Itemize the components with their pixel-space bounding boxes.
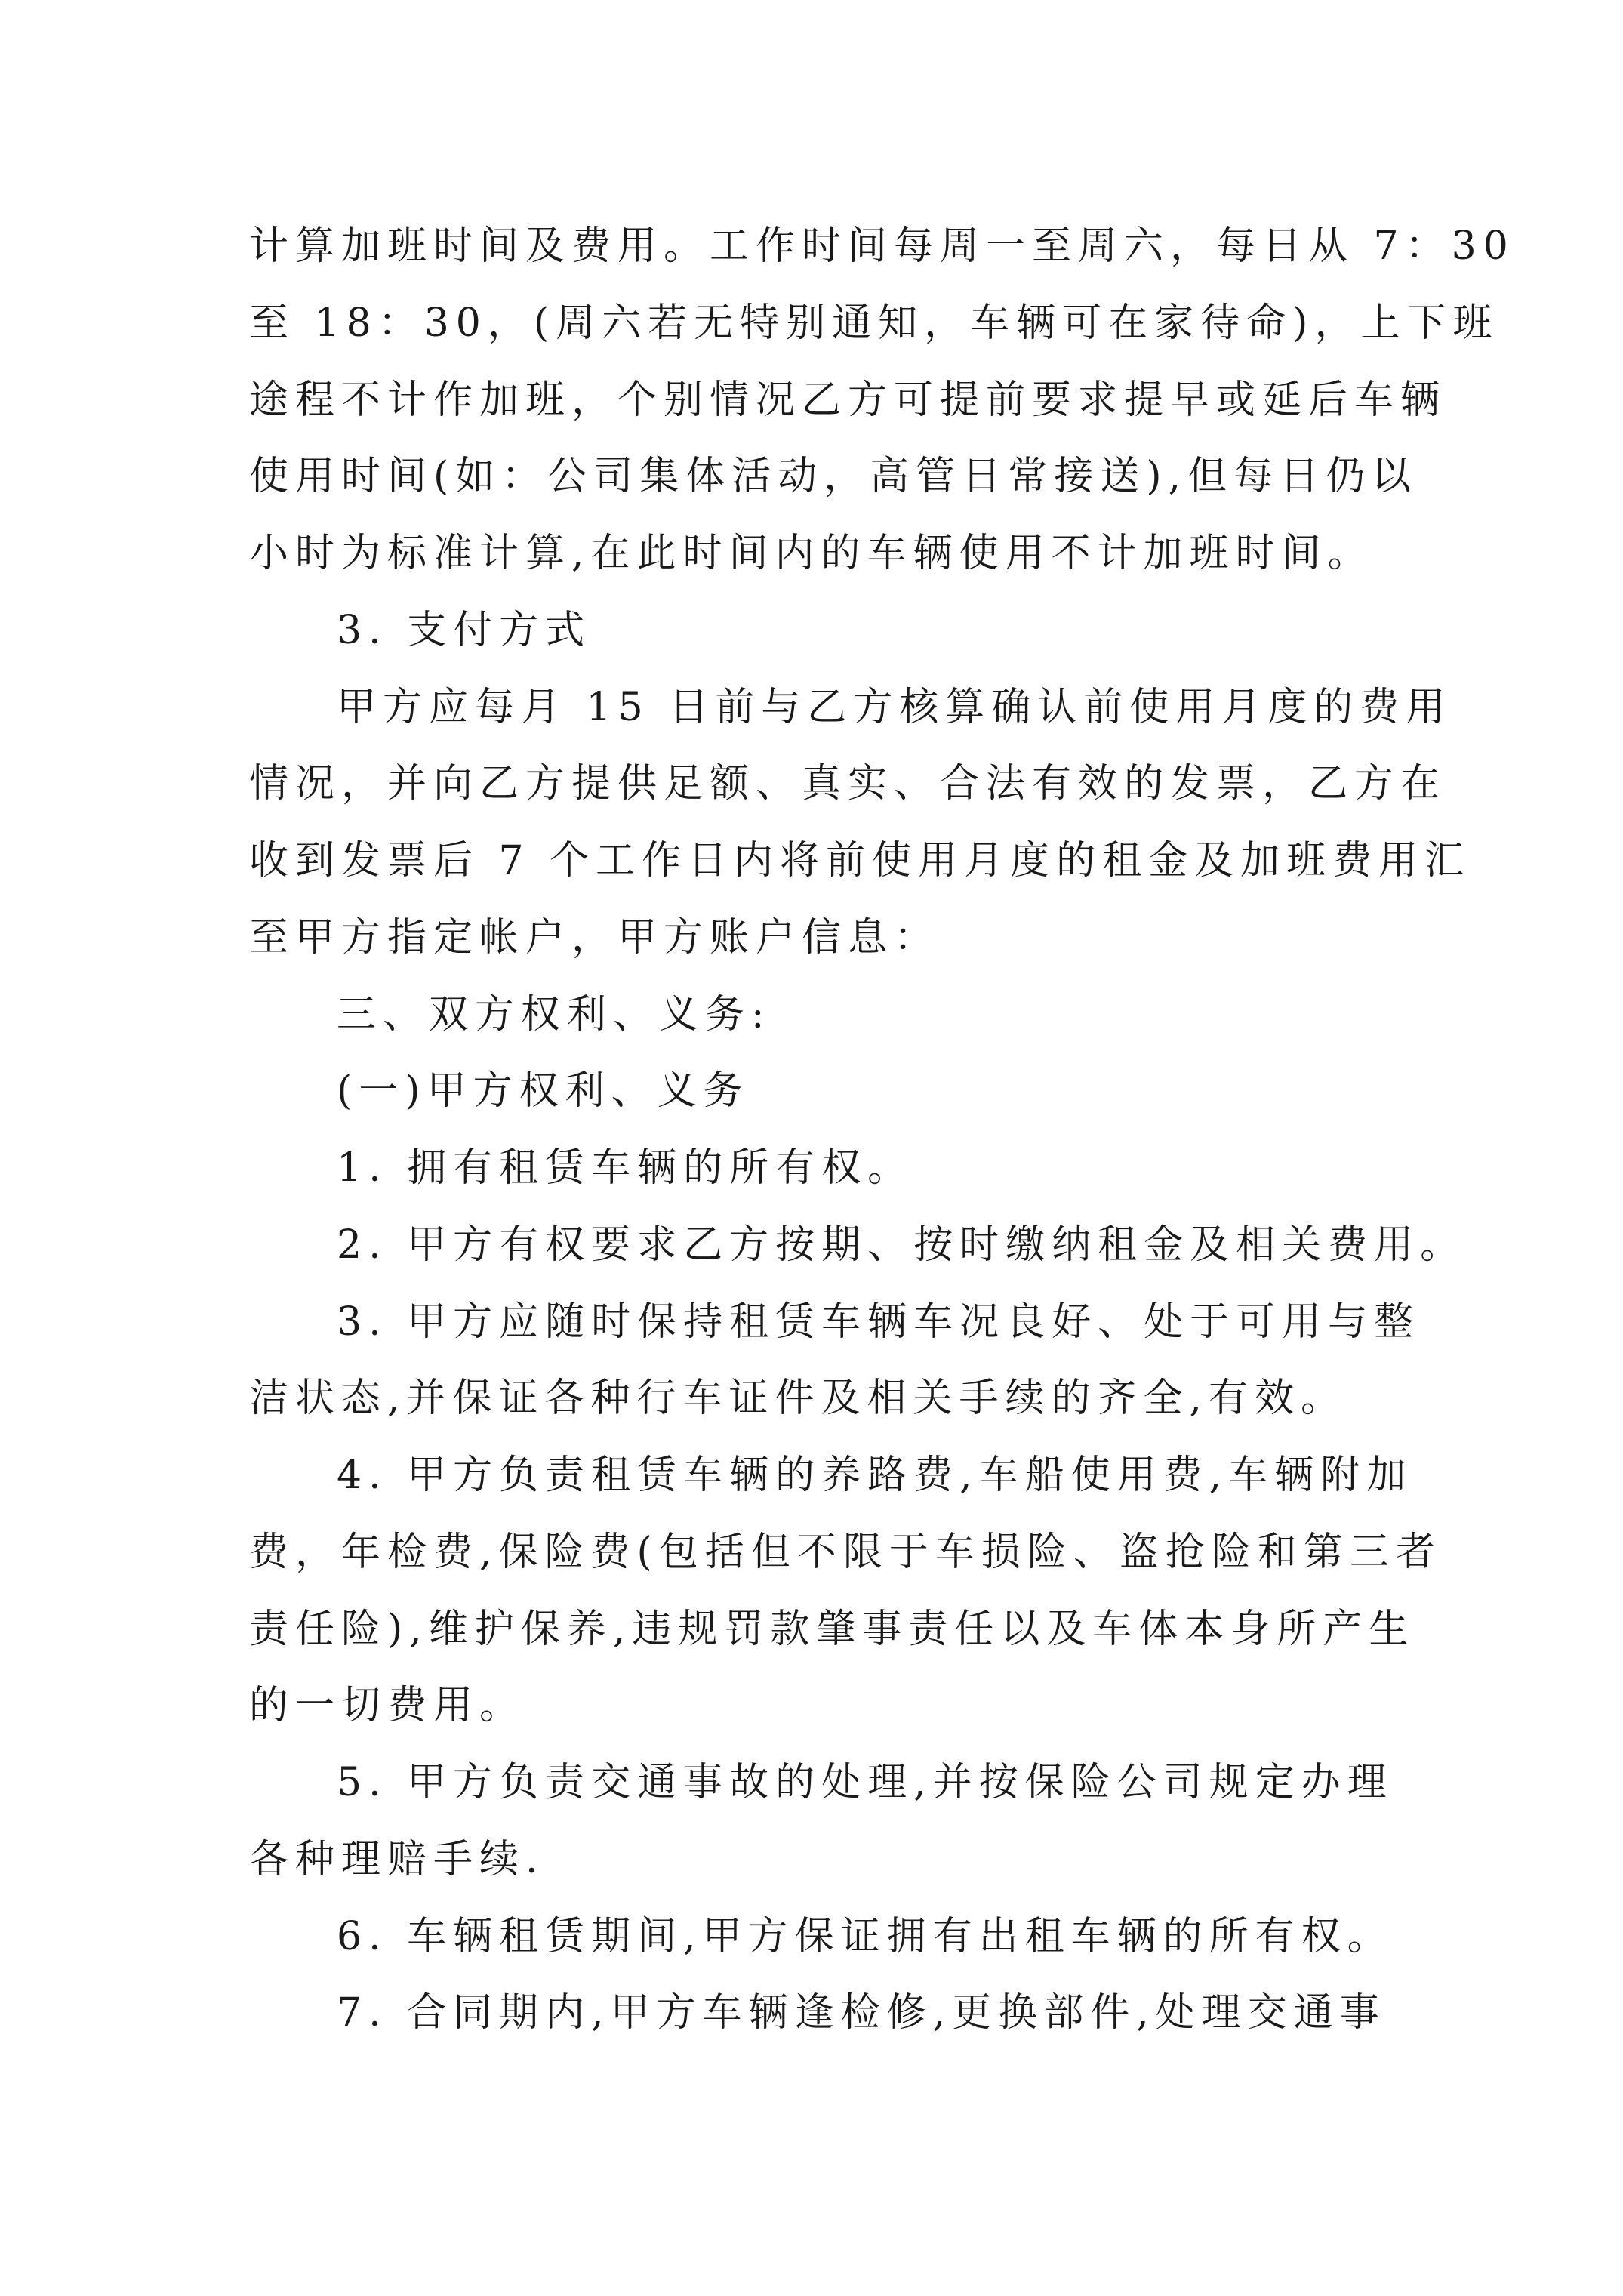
text-line: 至甲方指定帐户，甲方账户信息： <box>249 915 941 960</box>
section-heading: 3. 支付方式 <box>337 608 592 653</box>
text-line: 的一切费用。 <box>249 1683 526 1728</box>
text-line: 各种理赔手续. <box>249 1837 545 1882</box>
text-line: 至 18：30，(周六若无特别通知，车辆可在家待命)，上下班 <box>249 300 1499 346</box>
text-line: 甲方应每月 15 日前与乙方核算确认前使用月度的费用 <box>337 685 1452 730</box>
list-item: 6. 车辆租赁期间,甲方保证拥有出租车辆的所有权。 <box>337 1914 1394 1959</box>
text-line: 洁状态,并保证各种行车证件及相关手续的齐全,有效。 <box>249 1376 1347 1421</box>
text-line: 收到发票后 7 个工作日内将前使用月度的租金及加班费用汇 <box>249 838 1471 883</box>
subsection-heading: (一)甲方权利、义务 <box>337 1068 750 1114</box>
text-line: 途程不计作加班，个别情况乙方可提前要求提早或延后车辆 <box>249 378 1447 423</box>
text-line: 小时为标准计算,在此时间内的车辆使用不计加班时间。 <box>249 531 1374 576</box>
list-item: 2. 甲方有权要求乙方按期、按时缴纳租金及相关费用。 <box>337 1222 1467 1268</box>
list-item: 1. 拥有租赁车辆的所有权。 <box>337 1145 914 1191</box>
section-heading: 三、双方权利、义务: <box>337 992 771 1037</box>
text-line: 使用时间(如：公司集体活动，高管日常接送),但每日仍以 <box>249 454 1418 499</box>
text-line: 费，年检费,保险费(包括但不限于车损险、盗抢险和第三者 <box>249 1530 1442 1575</box>
list-item: 3. 甲方应随时保持租赁车辆车况良好、处于可用与整 <box>337 1299 1421 1345</box>
text-line: 计算加班时间及费用。工作时间每周一至周六，每日从 7：30 <box>249 223 1515 269</box>
text-line: 责任险),维护保养,违规罚款肇事责任以及车体本身所产生 <box>249 1607 1415 1652</box>
list-item: 5. 甲方负责交通事故的处理,并按保险公司规定办理 <box>337 1760 1394 1805</box>
list-item: 7. 合同期内,甲方车辆逢检修,更换部件,处理交通事 <box>337 1990 1386 2036</box>
list-item: 4. 甲方负责租赁车辆的养路费,车船使用费,车辆附加 <box>337 1453 1413 1498</box>
text-line: 情况，并向乙方提供足额、真实、合法有效的发票，乙方在 <box>249 761 1447 806</box>
